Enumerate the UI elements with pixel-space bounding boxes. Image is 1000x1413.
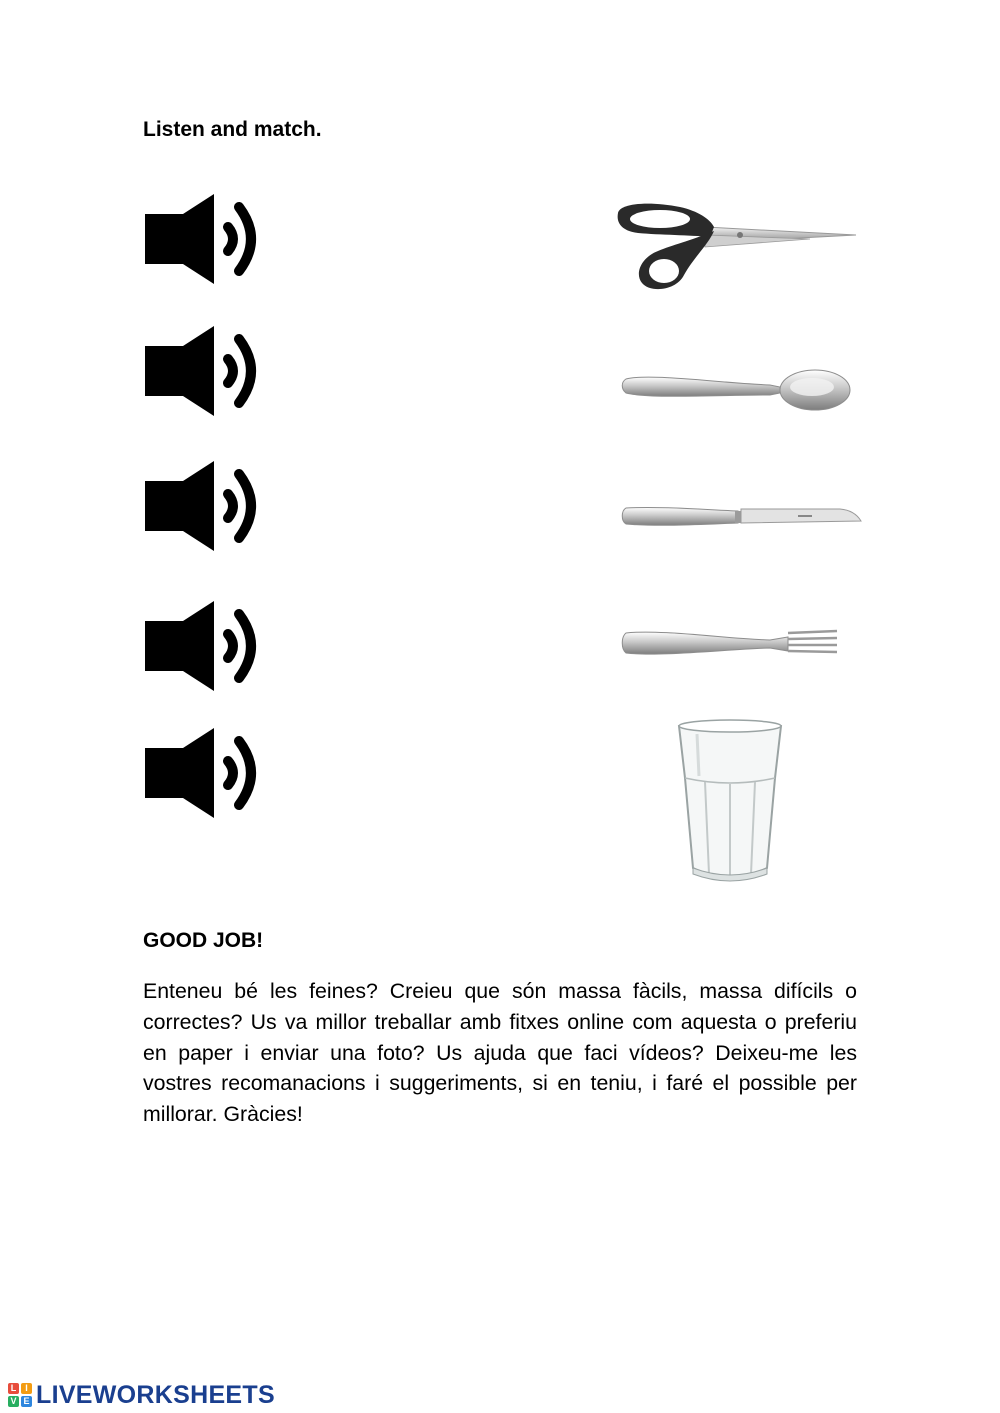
audio-button-2[interactable]: [144, 325, 268, 417]
audio-button-5[interactable]: [144, 727, 268, 819]
spoon-icon: [620, 365, 852, 415]
audio-button-4[interactable]: [144, 600, 268, 692]
fork-image[interactable]: [620, 625, 840, 663]
logo-letter: L: [8, 1383, 19, 1394]
feedback-text: Enteneu bé les feines? Creieu que són massa fàcils, massa difícils o correctes? Us va millor treballar amb fitxes online com aquesta o preferiu en paper i enviar una foto? Us ajuda que faci vídeos? Deixeu-me les vostres recomanacions i suggeriments, si en teniu, i faré el possible per millorar. Gràcies!: [143, 979, 857, 1127]
speaker-icon: [144, 727, 268, 819]
speaker-icon: [144, 325, 268, 417]
brand-name: LIVEWORKSHEETS: [36, 1380, 275, 1409]
fork-icon: [620, 625, 840, 663]
logo-letter: E: [21, 1396, 32, 1407]
glass-icon: [675, 718, 785, 886]
logo-letter: V: [8, 1396, 19, 1407]
speaker-icon: [144, 600, 268, 692]
audio-button-1[interactable]: [144, 193, 268, 285]
knife-image[interactable]: [620, 502, 862, 530]
liveworksheets-logo[interactable]: [8, 1381, 275, 1409]
knife-icon: [620, 502, 862, 530]
audio-button-3[interactable]: [144, 460, 268, 552]
speaker-icon: [144, 460, 268, 552]
exercise-title: Listen and match.: [143, 118, 322, 141]
scissors-icon: [610, 195, 865, 300]
scissors-image[interactable]: [610, 195, 865, 300]
speaker-icon: [144, 193, 268, 285]
glass-image[interactable]: [675, 718, 785, 886]
spoon-image[interactable]: [620, 365, 852, 415]
logo-letter: I: [21, 1383, 32, 1394]
feedback-heading: GOOD JOB!: [143, 929, 264, 952]
logo-grid-icon: [8, 1383, 32, 1407]
